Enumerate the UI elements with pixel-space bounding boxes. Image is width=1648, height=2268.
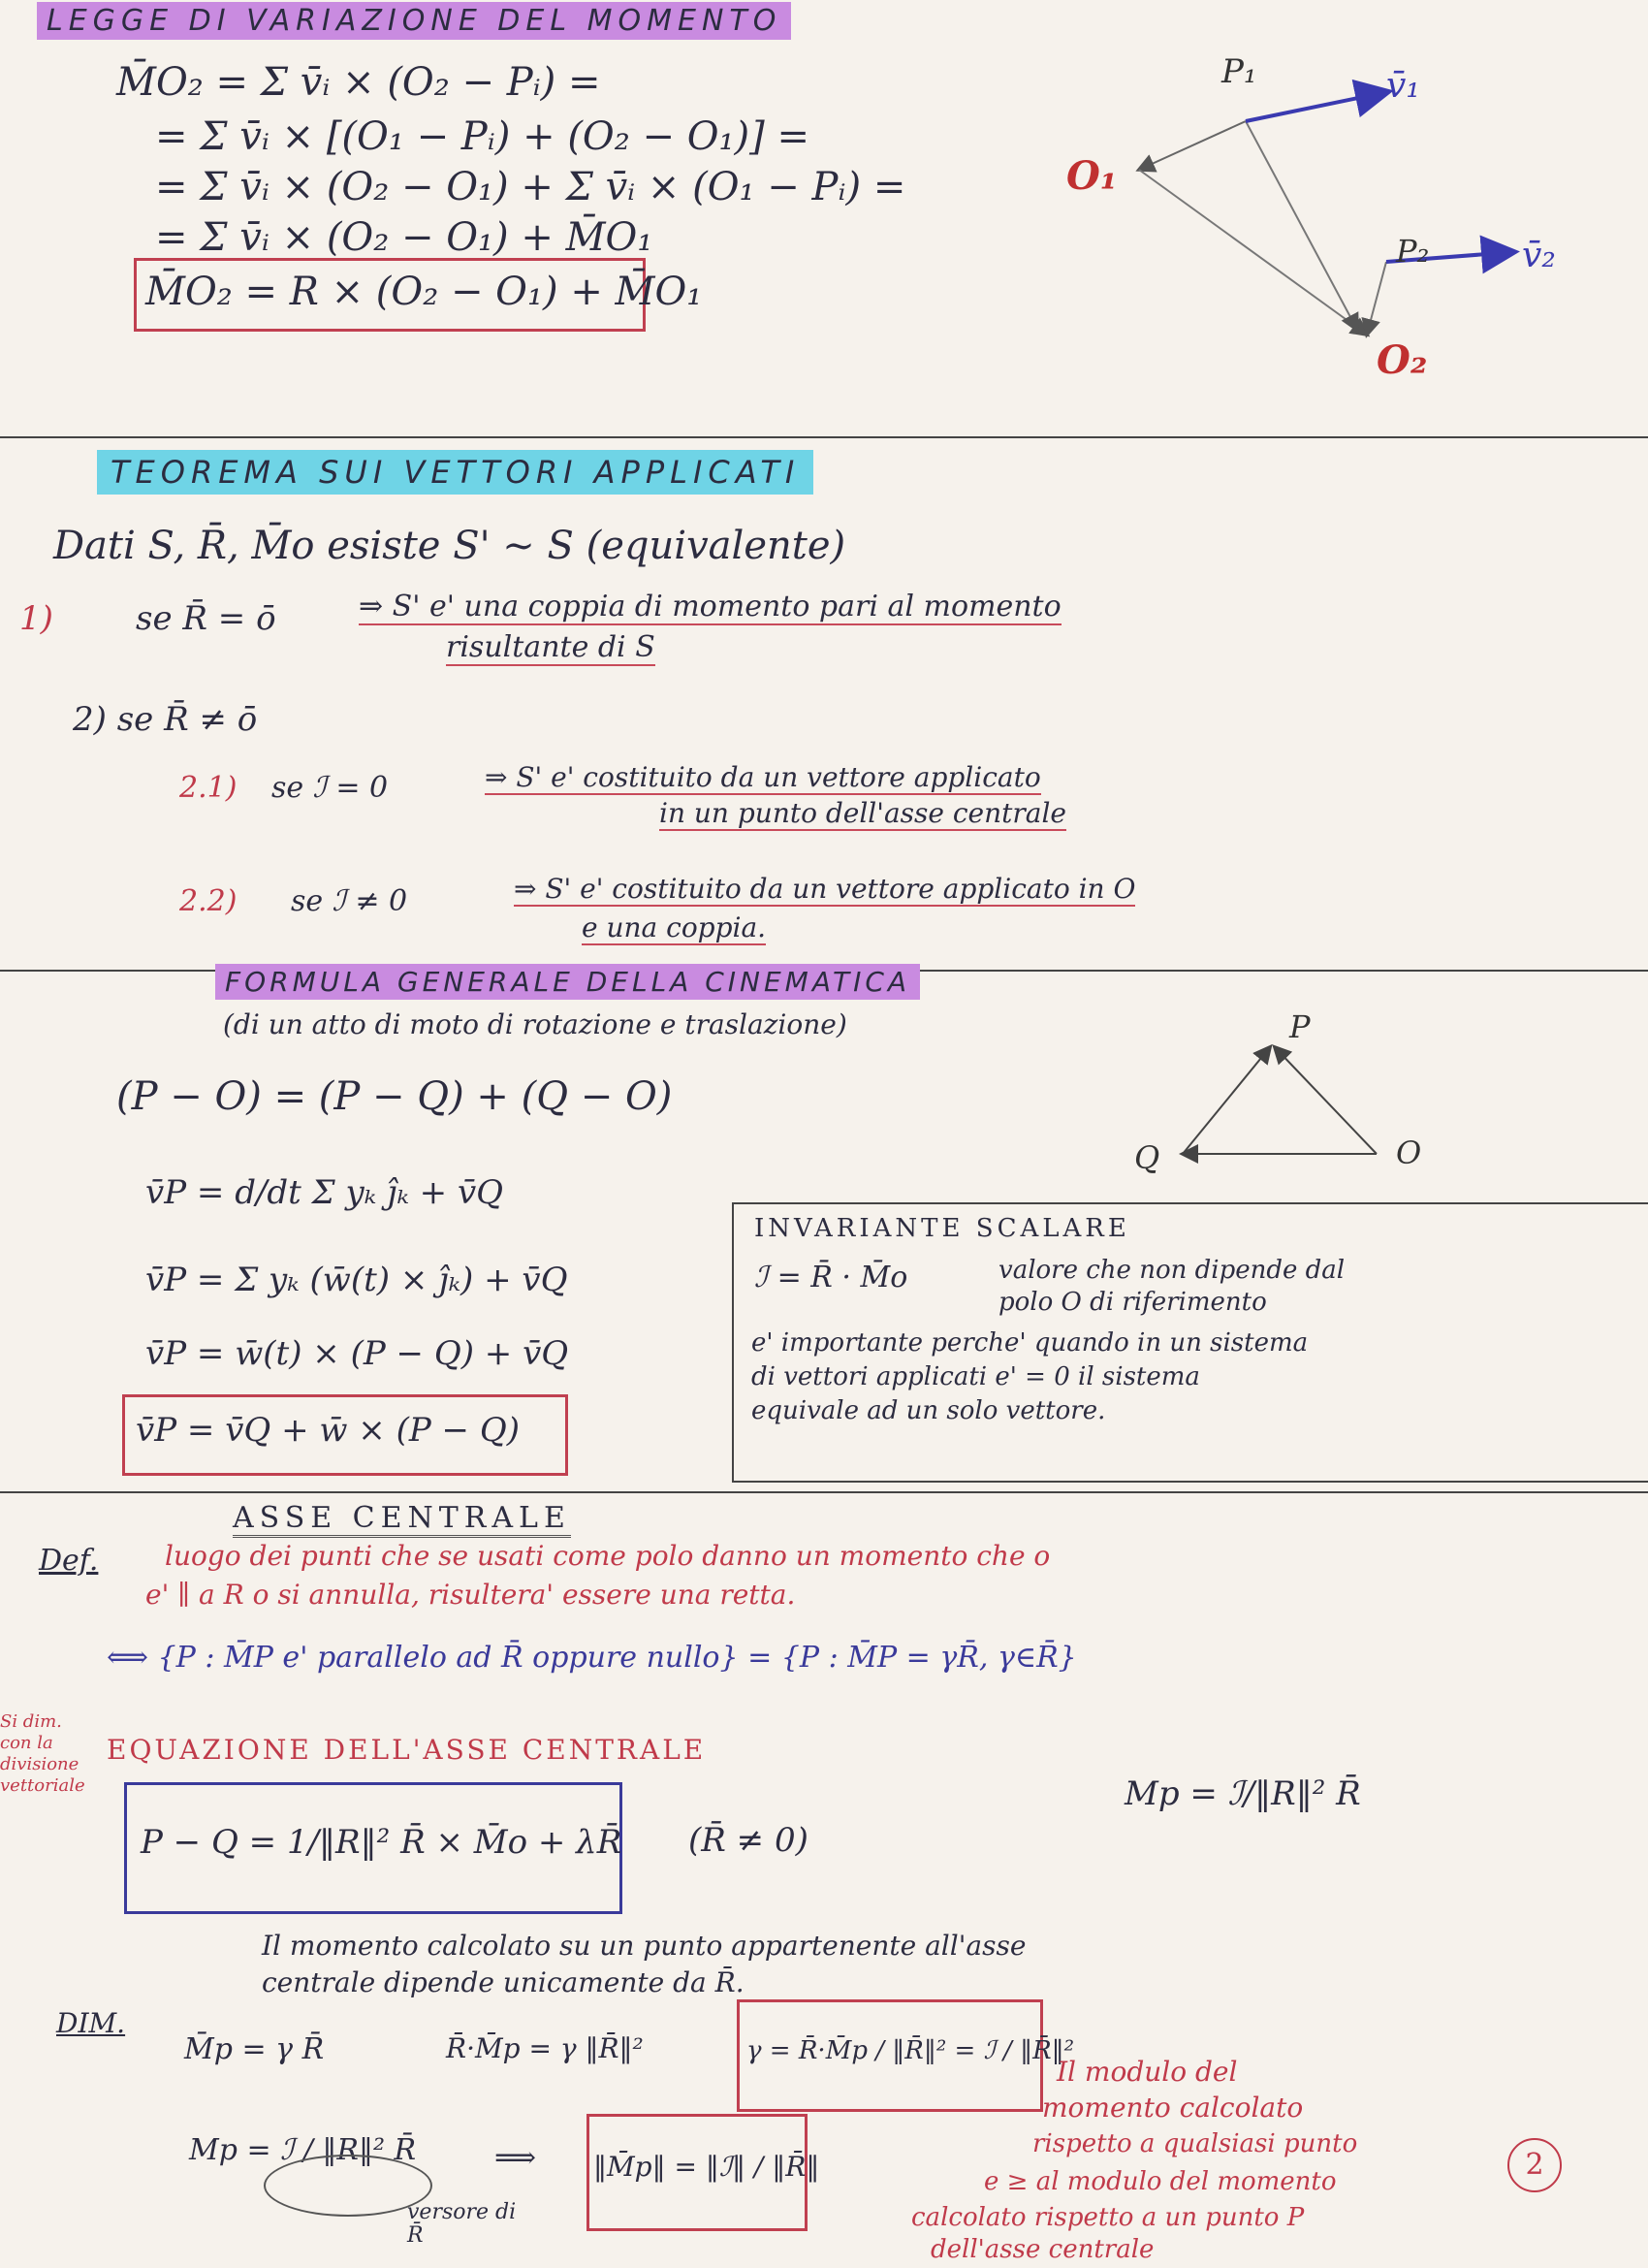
kinematics-subtitle: (di un atto di moto di rotazione e traslazione): [223, 1008, 847, 1040]
label-o1: O₁: [1066, 153, 1118, 199]
section1-title: LEGGE DI VARIAZIONE DEL MOMENTO: [37, 4, 791, 38]
case21-num: 2.1): [179, 771, 238, 805]
kin-eq1: (P − O) = (P − Q) + (Q − O): [116, 1074, 673, 1119]
axis-note-2: centrale dipende unicamente da R̄.: [262, 1966, 745, 1998]
eq1-4: = Σ v̄ᵢ × (O₂ − O₁) + M̄O₁: [155, 215, 653, 260]
case22-result: ⇒ S' e' costituito da un vettore applicato in O: [514, 873, 1136, 905]
label-v1: v̄₁: [1386, 66, 1420, 106]
case21-cond: se ℐ = 0: [271, 771, 389, 805]
case1-result-2: risultante di S: [446, 630, 655, 664]
invariant-text-2: di vettori applicati e' = 0 il sistema: [751, 1362, 1200, 1391]
final-1: Il modulo del: [1057, 2056, 1238, 2088]
mp-formula: Mp = ℐ/‖R‖² R̄: [1125, 1774, 1361, 1813]
kin-eq3: v̄P = Σ yₖ (w̄(t) × ĵₖ) + v̄Q: [145, 1261, 568, 1299]
tri-label-p: P: [1289, 1008, 1311, 1045]
label-v2: v̄₂: [1522, 236, 1556, 275]
vector-q-p: [1183, 1047, 1270, 1154]
invariant-desc-2: polo O di riferimento: [998, 1288, 1267, 1317]
side-note: Si dim. con la divisione vettoriale: [0, 1711, 85, 1796]
dim-step-1: M̄p = γ R̄: [184, 2032, 325, 2066]
tri-label-q: Q: [1134, 1139, 1160, 1176]
tri-label-o: O: [1396, 1134, 1422, 1171]
case22-cond: se ℐ ≠ 0: [291, 884, 408, 918]
axis-equation-cond: (R̄ ≠ 0): [688, 1821, 808, 1860]
case22-num: 2.2): [179, 884, 238, 918]
page-number: 2: [1507, 2138, 1562, 2192]
dim-step-4: Mp = ℐ / ‖R‖² R̄: [189, 2133, 417, 2167]
invariant-text-3: equivale ad un solo vettore.: [751, 1396, 1106, 1425]
axis-equation: P − Q = 1/‖R‖² R̄ × M̄o + λR̄: [141, 1823, 622, 1862]
axis-equation-title: EQUAZIONE DELL'ASSE CENTRALE: [107, 1734, 707, 1766]
section4-title: ASSE CENTRALE: [233, 1501, 571, 1538]
label-p2: P₂: [1396, 233, 1430, 270]
def-text-1: luogo dei punti che se usati come polo danno un momento che o: [165, 1540, 1051, 1572]
theorem-intro: Dati S, R̄, M̄o esiste S' ∼ S (equivalente): [53, 524, 846, 568]
vector-p1-o1: [1139, 121, 1246, 170]
case1-cond: se R̄ = ō: [136, 599, 276, 638]
eq1-3: = Σ v̄ᵢ × (O₂ − O₁) + Σ v̄ᵢ × (O₁ − Pᵢ) =: [155, 165, 906, 209]
invariant-desc-1: valore che non dipende dal: [998, 1256, 1346, 1285]
case21-result-2: in un punto dell'asse centrale: [659, 797, 1066, 829]
dim-step-3: γ = R̄·M̄p / ‖R̄‖² = ℐ / ‖R̄‖²: [746, 2036, 1075, 2065]
case2: 2) se R̄ ≠ ō: [73, 700, 258, 739]
divider-1: [0, 436, 1648, 438]
vector-o-p: [1275, 1047, 1377, 1154]
eq1-result: M̄O₂ = R × (O₂ − O₁) + M̄O₁: [145, 270, 703, 314]
case1-num: 1): [19, 599, 53, 638]
vector-p1-o2: [1246, 121, 1357, 330]
eq1-1: M̄O₂ = Σ v̄ᵢ × (O₂ − Pᵢ) =: [116, 60, 601, 105]
dim-label: DIM.: [56, 2007, 126, 2039]
arrow-implies: ⟹: [494, 2141, 537, 2175]
vector-p2-o2: [1367, 262, 1386, 335]
vector-v1: [1246, 92, 1386, 121]
final-6: dell'asse centrale: [931, 2235, 1155, 2264]
divider-3: [0, 1491, 1648, 1493]
case1-result: ⇒ S' e' una coppia di momento pari al momento: [359, 590, 1062, 623]
kin-eq2: v̄P = d/dt Σ yₖ ĵₖ + v̄Q: [145, 1173, 504, 1212]
case21-result: ⇒ S' e' costituito da un vettore applicato: [485, 761, 1041, 793]
dim-step-2: R̄·M̄p = γ ‖R̄‖²: [446, 2032, 644, 2064]
invariant-text-1: e' importante perche' quando in un sistema: [751, 1328, 1309, 1358]
section3-title: FORMULA GENERALE DELLA CINEMATICA: [215, 966, 920, 998]
def-label: Def.: [39, 1544, 99, 1578]
def-text-2: e' ∥ a R o si annulla, risultera' essere una retta.: [145, 1579, 796, 1611]
axis-set: ⟺ {P : M̄P e' parallelo ad R̄ oppure nullo} = {P : M̄P = γR̄, γ∈R̄}: [107, 1641, 1077, 1675]
invariant-title: INVARIANTE SCALARE: [754, 1214, 1130, 1243]
vector-o1-o2: [1139, 170, 1367, 335]
moment-diagram: [1047, 39, 1590, 407]
kin-eq4: v̄P = w̄(t) × (P − Q) + v̄Q: [145, 1334, 569, 1373]
eq1-2: = Σ v̄ᵢ × [(O₁ − Pᵢ) + (O₂ − O₁)] =: [155, 114, 809, 159]
final-5: calcolato rispetto a un punto P: [911, 2203, 1305, 2232]
invariant-formula: ℐ = R̄ · M̄o: [754, 1261, 908, 1294]
case22-result-2: e una coppia.: [582, 911, 767, 943]
final-2: momento calcolato: [1042, 2092, 1304, 2124]
axis-note-1: Il momento calcolato su un punto appartenente all'asse: [262, 1930, 1027, 1962]
versore-label: versore di R̄: [407, 2200, 517, 2248]
label-p1: P₁: [1221, 52, 1257, 91]
label-o2: O₂: [1377, 337, 1428, 383]
kin-result: v̄P = v̄Q + w̄ × (P − Q): [136, 1411, 520, 1450]
final-4: e ≥ al modulo del momento: [984, 2167, 1337, 2196]
triangle-diagram: [1086, 1008, 1454, 1183]
final-3: rispetto a qualsiasi punto: [1032, 2129, 1358, 2158]
dim-step-5: ‖M̄p‖ = ‖ℐ‖ / ‖R̄‖: [593, 2151, 820, 2183]
section2-title: TEOREMA SUI VETTORI APPLICATI: [97, 454, 813, 491]
